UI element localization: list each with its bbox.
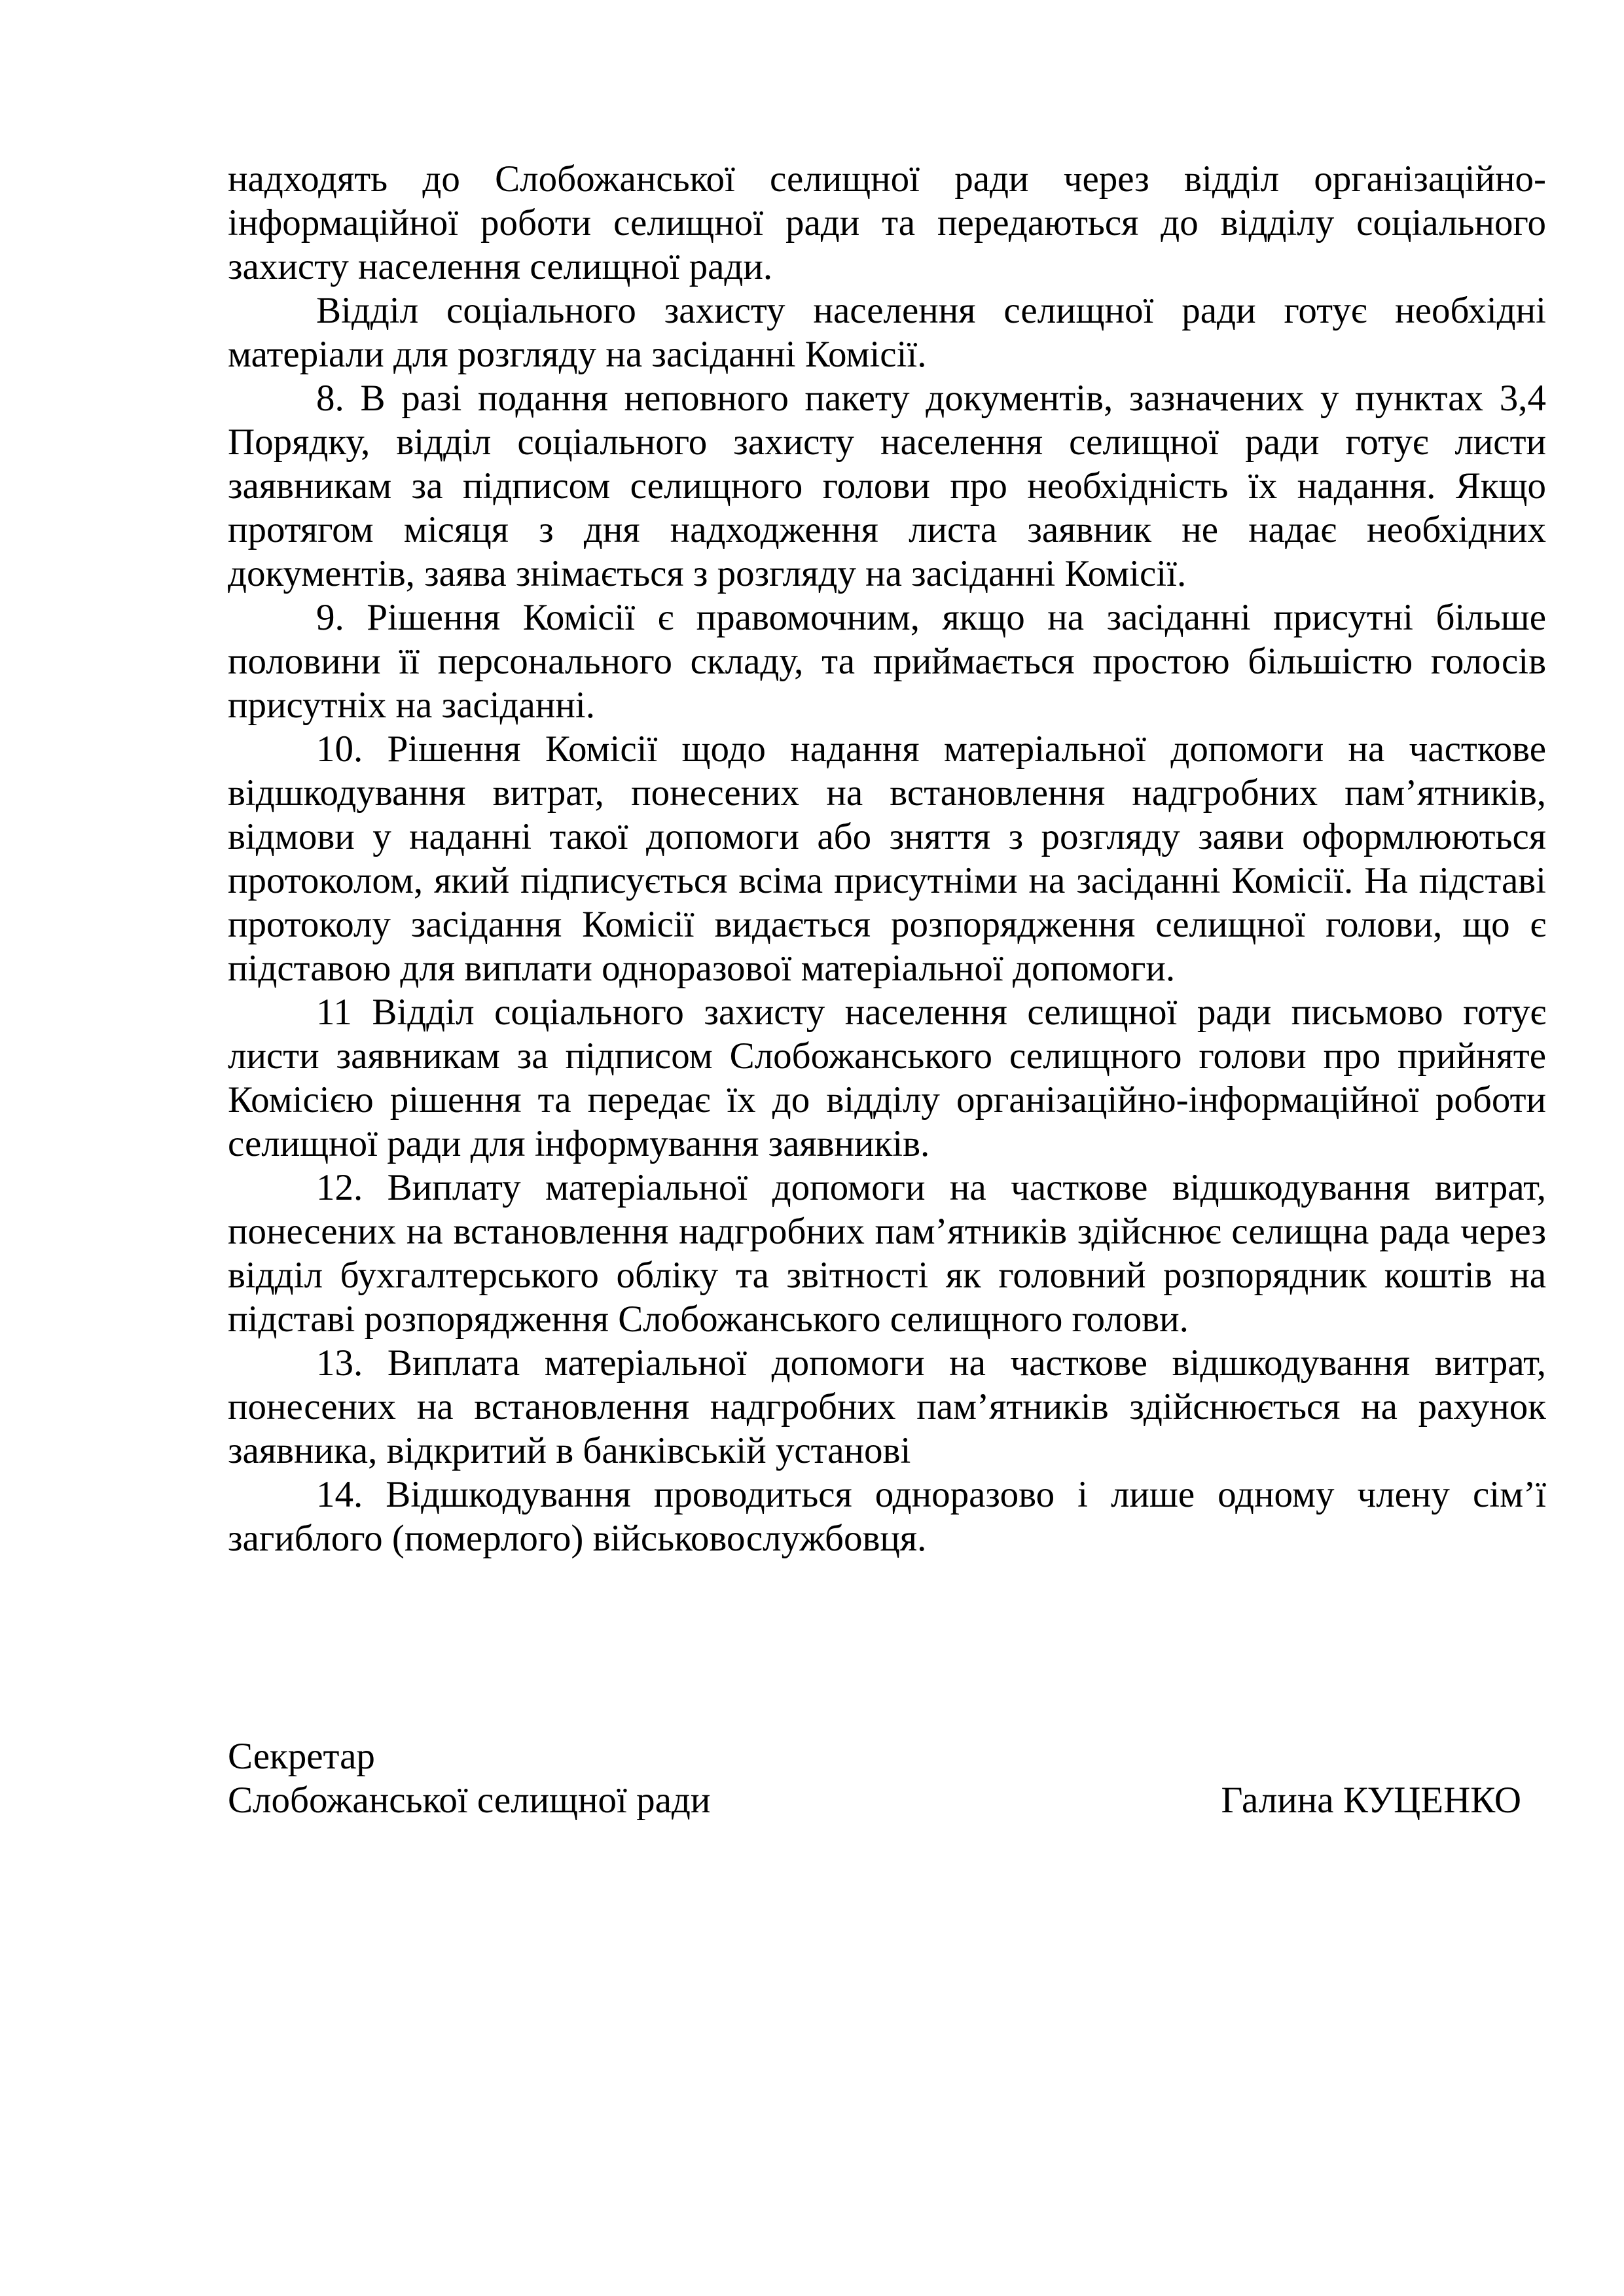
paragraph-12: 12. Виплату матеріальної допомоги на часткове відшкодування витрат, понесених на встановлення надгробних пам’ятників здійснює селищна рада через відділ бухгалтерського обліку та звітності як головний розпорядник коштів на підставі розпорядження Слобожанського селищного голови. (228, 1167, 1546, 1340)
paragraph-intro: Відділ соціального захисту населення селищної ради готує необхідні матеріали для розгляду на засіданні Комісії. (228, 290, 1546, 375)
signature-role-title: Секретар (228, 1736, 375, 1777)
paragraph-14: 14. Відшкодування проводиться одноразово і лише одному члену сім’ї загиблого (померлого) військовослужбовця. (228, 1474, 1546, 1559)
paragraph-11: 11 Відділ соціального захисту населення селищної ради письмово готує листи заявникам за підписом Слобожанського селищного голови про прийняте Комісією рішення та передає їх до відділу організаційно-інформаційної роботи селищної ради для інформування заявників. (228, 992, 1546, 1164)
signature-organization: Слобожанської селищної ради (228, 1780, 711, 1821)
document-body (228, 157, 1546, 1822)
paragraph-continuation: надходять до Слобожанської селищної ради через відділ організаційно-інформаційної роботи селищної ради та передаються до відділу соціального захисту населення селищної ради. (228, 158, 1546, 287)
signature-name: Галина КУЦЕНКО (1221, 1780, 1521, 1821)
paragraph-9: 9. Рішення Комісії є правомочним, якщо на засіданні присутні більше половини її персонального складу, та приймається простою більшістю голосів присутніх на засіданні. (228, 597, 1546, 726)
signature-block (228, 1734, 1546, 1822)
signature-row (228, 1778, 1546, 1822)
paragraph-13: 13. Виплата матеріальної допомоги на часткове відшкодування витрат, понесених на встановлення надгробних пам’ятників здійснюється на рахунок заявника, відкритий в банківській установі (228, 1342, 1546, 1471)
paragraph-8: 8. В разі подання неповного пакету документів, зазначених у пунктах 3,4 Порядку, відділ соціального захисту населення селищної ради готує листи заявникам за підписом селищного голови про необхідність їх надання. Якщо протягом місяця з дня надходження листа заявник не надає необхідних документів, заява знімається з розгляду на засіданні Комісії. (228, 378, 1546, 594)
paragraph-10: 10. Рішення Комісії щодо надання матеріальної допомоги на часткове відшкодування витрат, понесених на встановлення надгробних пам’ятників, відмови у наданні такої допомоги або зняття з розгляду заяви оформлюються протоколом, який підписується всіма присутніми на засіданні Комісії. На підставі протоколу засідання Комісії видається розпорядження селищної голови, що є підставою для виплати одноразової матеріальної допомоги. (228, 728, 1546, 989)
